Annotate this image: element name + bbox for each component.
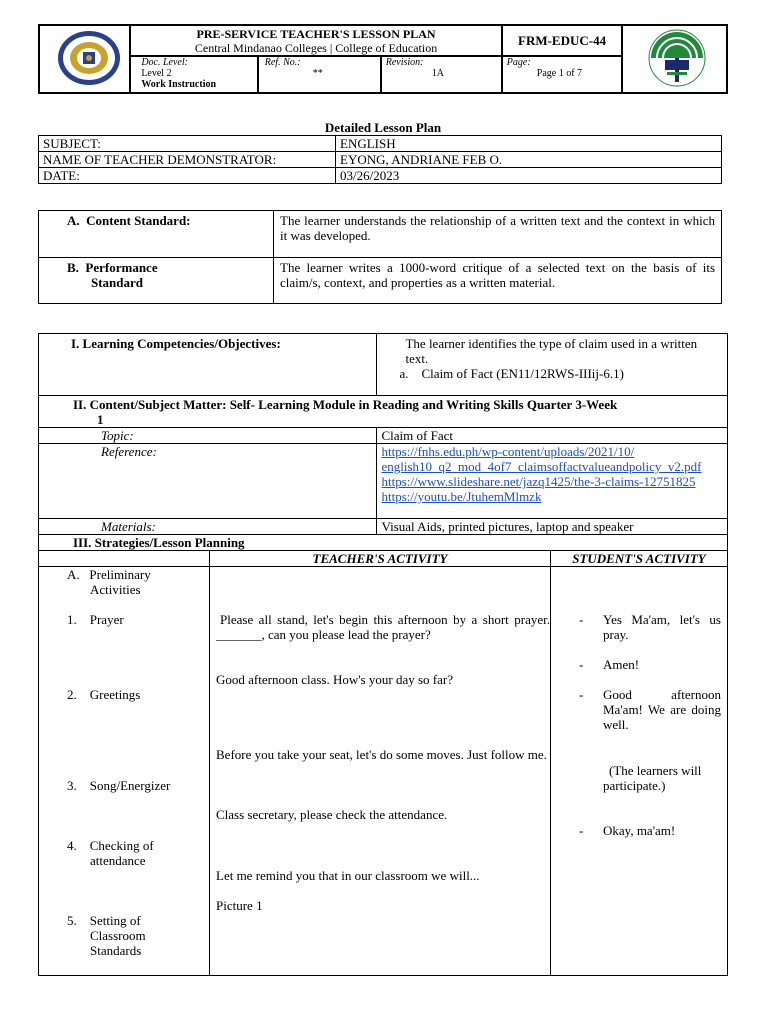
page-label: Page: [506, 57, 531, 68]
performance-standard-label: B. Performance Standard [39, 258, 274, 304]
page-value: Page 1 of 7 [536, 68, 583, 79]
competencies-row [39, 334, 728, 396]
topic-value: Claim of Fact [377, 428, 728, 444]
ref-cell [258, 56, 381, 93]
plan-title: Detailed Lesson Plan [324, 120, 442, 135]
reference-link[interactable]: https://youtu.be/JtuhemMlmzk [381, 489, 542, 504]
info-row-date [39, 168, 722, 184]
doc-level-value: Level 2 [141, 68, 172, 79]
college-seal-icon [55, 30, 123, 86]
performance-standard-text: The learner writes a 1000-word critique of a selected text on the basis of its claim/s, context, and properties as a written material. [274, 258, 722, 304]
topic-row [39, 428, 728, 444]
step-attendance: 4. Checking of attendance [67, 838, 154, 868]
competencies-line: The learner identifies the type of claim used in a written [405, 336, 698, 351]
reference-link[interactable]: https://www.slideshare.net/jazq1425/the-3-claims-12751825 [381, 474, 696, 489]
phase-header [39, 551, 210, 567]
ref-label: Ref. No.: [264, 57, 301, 68]
teacher-prayer: Please all stand, let's begin this afternoon by a short prayer. _______, can you please lead the prayer? [216, 612, 550, 642]
revision-value: 1A [431, 68, 444, 79]
step-greetings: 2. Greetings [67, 687, 141, 702]
teacher-standards: Let me remind you that in our classroom we will... [216, 868, 480, 883]
info-table [38, 135, 722, 184]
form-code: FRM-EDUC-44 [518, 32, 607, 48]
step-prayer: 1. Prayer [67, 612, 124, 627]
preliminary-activities: A. Preliminary Activities [67, 567, 151, 597]
info-value: EYONG, ANDRIANE FEB O. [336, 152, 722, 168]
materials-row [39, 519, 728, 535]
info-value: 03/26/2023 [336, 168, 722, 184]
form-header [38, 24, 728, 94]
info-row-subject [39, 136, 722, 152]
activity-header-row [39, 551, 728, 567]
lesson-table [38, 333, 728, 976]
ref-value: ** [312, 68, 323, 79]
info-value: ENGLISH [336, 136, 722, 152]
page-cell [502, 56, 623, 93]
info-label: DATE: [39, 168, 336, 184]
student-energizer: (The learners will participate.) [603, 763, 702, 793]
institution-name: Central Mindanao Colleges | College of Education [194, 41, 438, 55]
education-logo-icon [637, 28, 717, 88]
reference-label: Reference: [39, 444, 377, 519]
reference-link[interactable]: english10_q2_mod_4of7_claimsoffactvalueandpolicy_v2.pdf [381, 459, 702, 474]
seal-cell [39, 25, 130, 93]
teacher-column [210, 567, 551, 976]
content-standard-row [39, 211, 722, 258]
standards-table [38, 210, 722, 304]
form-code-cell [502, 25, 623, 56]
student-activity-header: STUDENT'S ACTIVITY [551, 551, 728, 567]
content-matter-line: 1 [97, 412, 104, 427]
doc-level-cell [130, 56, 257, 93]
teacher-energizer: Before you take your seat, let's do some moves. Just follow me. [216, 747, 547, 762]
student-dash: - [579, 657, 584, 672]
topic-label: Topic: [39, 428, 377, 444]
reference-link[interactable]: https://fnhs.edu.ph/wp-content/uploads/2021/10/ [381, 444, 635, 459]
phase-column [39, 567, 210, 976]
student-attendance: Okay, ma'am! [603, 823, 676, 838]
competencies-line: text. [405, 351, 429, 366]
step-classroom-standards: 5. Setting of Classroom Standards [67, 913, 146, 958]
doc-level-label: Doc. Level: [141, 57, 188, 68]
reference-links [377, 444, 728, 519]
student-dash: - [579, 687, 584, 702]
student-greeting: Good afternoon Ma'am! We are doing well. [603, 687, 721, 732]
materials-label: Materials: [39, 519, 377, 535]
content-standard-text: The learner understands the relationship of a written text and the context in which it was developed. [274, 211, 722, 258]
logo-cell [622, 25, 727, 93]
step-song-energizer: 3. Song/Energizer [67, 778, 171, 793]
info-label: SUBJECT: [39, 136, 336, 152]
competencies-label: I. Learning Competencies/Objectives: [39, 334, 377, 396]
competencies-content [377, 334, 728, 396]
student-column [551, 567, 728, 976]
info-row-teacher [39, 152, 722, 168]
strategies-heading: III. Strategies/Lesson Planning [39, 535, 728, 551]
content-standard-label: A. Content Standard: [39, 211, 274, 258]
student-amen: Amen! [603, 657, 640, 672]
student-prayer: Yes Ma'am, let's us pray. [603, 612, 721, 642]
title-cell [130, 25, 501, 56]
teacher-attendance: Class secretary, please check the attendance. [216, 807, 448, 822]
strategies-heading-row [39, 535, 728, 551]
doc-level-type: Work Instruction [141, 79, 217, 90]
performance-standard-row [39, 258, 722, 304]
competency-item: a. Claim of Fact (EN11/12RWS-IIIij-6.1) [399, 366, 624, 381]
teacher-picture-label: Picture 1 [216, 898, 263, 913]
reference-row [39, 444, 728, 519]
info-label: NAME OF TEACHER DEMONSTRATOR: [39, 152, 336, 168]
teacher-activity-header: TEACHER'S ACTIVITY [210, 551, 551, 567]
revision-label: Revision: [385, 57, 424, 68]
materials-value: Visual Aids, printed pictures, laptop and speaker [377, 519, 728, 535]
content-matter [39, 396, 728, 428]
activities-row [39, 567, 728, 976]
teacher-greeting: Good afternoon class. How's your day so far? [216, 672, 454, 687]
form-title: PRE-SERVICE TEACHER'S LESSON PLAN [196, 27, 436, 41]
content-matter-row [39, 396, 728, 428]
student-dash: - [579, 823, 584, 838]
revision-cell [381, 56, 502, 93]
student-dash: - [579, 612, 584, 627]
content-matter-line: II. Content/Subject Matter: Self- Learning Module in Reading and Writing Skills Quarter 3-Week [73, 397, 618, 412]
